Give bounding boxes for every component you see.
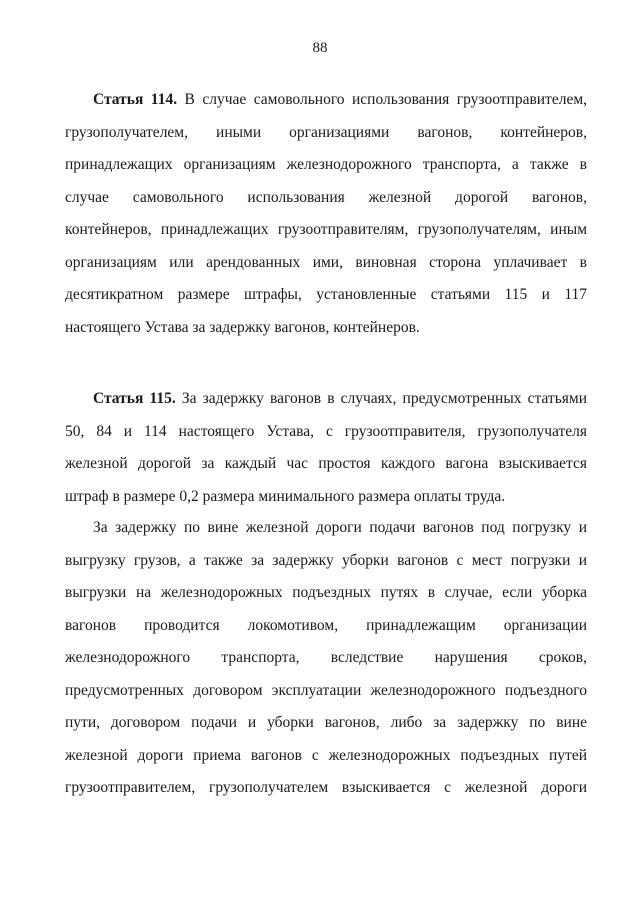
article-115-title: Статья 115. (93, 390, 176, 407)
article-114-line-1 (65, 84, 587, 117)
article-114-line-8: настоящего Устава за задержку вагонов, контейнеров. (65, 318, 420, 336)
paragraph-line-7: пути, договором подачи и уборки вагонов, либо за задержку по вине (65, 714, 587, 731)
article-114-line-1-text: В случае самовольного использования грузоотправителем, (177, 91, 588, 108)
article-114-title: Статья 114. (93, 91, 178, 108)
paragraph-line-5: железнодорожного транспорта, вследствие нарушения сроков, (65, 649, 587, 666)
page-number: 88 (312, 40, 328, 56)
paragraph-line-6: предусмотренных договором эксплуатации железнодорожного подъездного (65, 681, 587, 699)
article-115 (65, 383, 587, 513)
article-115-line-1 (65, 383, 587, 416)
article-114-line-3: принадлежащих организациям железнодорожного транспорта, а также в (65, 156, 587, 173)
paragraph-line-3: выгрузки на железнодорожных подъездных путях в случае, если уборка (65, 584, 587, 601)
article-114-line-7: десятикратном размере штрафы, установленные статьями 115 и 117 (65, 286, 587, 303)
paragraph-line-8: железной дороги приема вагонов с железнодорожных подъездных путей (65, 746, 587, 764)
article-114 (65, 84, 587, 344)
article-115-line-2: 50, 84 и 114 настоящего Устава, с грузоотправителя, грузополучателя (65, 422, 587, 440)
paragraph-line-1: За задержку по вине железной дороги подачи вагонов под погрузку и (93, 519, 587, 536)
article-114-line-2: грузополучателем, иными организациями вагонов, контейнеров, (65, 123, 587, 141)
article-114-line-6: организациям или арендованных ими, виновная сторона уплачивает в (65, 253, 587, 271)
article-115-line-4: штраф в размере 0,2 размера минимального размера оплаты труда. (65, 487, 506, 505)
paragraph-line-2: выгрузку грузов, а также за задержку уборки вагонов с мест погрузки и (65, 551, 587, 569)
article-114-line-5: контейнеров, принадлежащих грузоотправителям, грузополучателям, иным (65, 221, 587, 238)
article-115-line-1-text: За задержку вагонов в случаях, предусмотренных статьями (175, 390, 587, 407)
article-115-paragraph-2 (65, 512, 587, 805)
paragraph-line-9: грузоотправителем, грузополучателем взыскивается с железной дороги (65, 779, 587, 796)
article-114-line-4: случае самовольного использования железной дорогой вагонов, (65, 188, 587, 206)
article-115-line-3: железной дорогой за каждый час простоя каждого вагона взыскивается (65, 455, 587, 472)
paragraph-line-4: вагонов проводится локомотивом, принадлежащим организации (65, 616, 587, 634)
